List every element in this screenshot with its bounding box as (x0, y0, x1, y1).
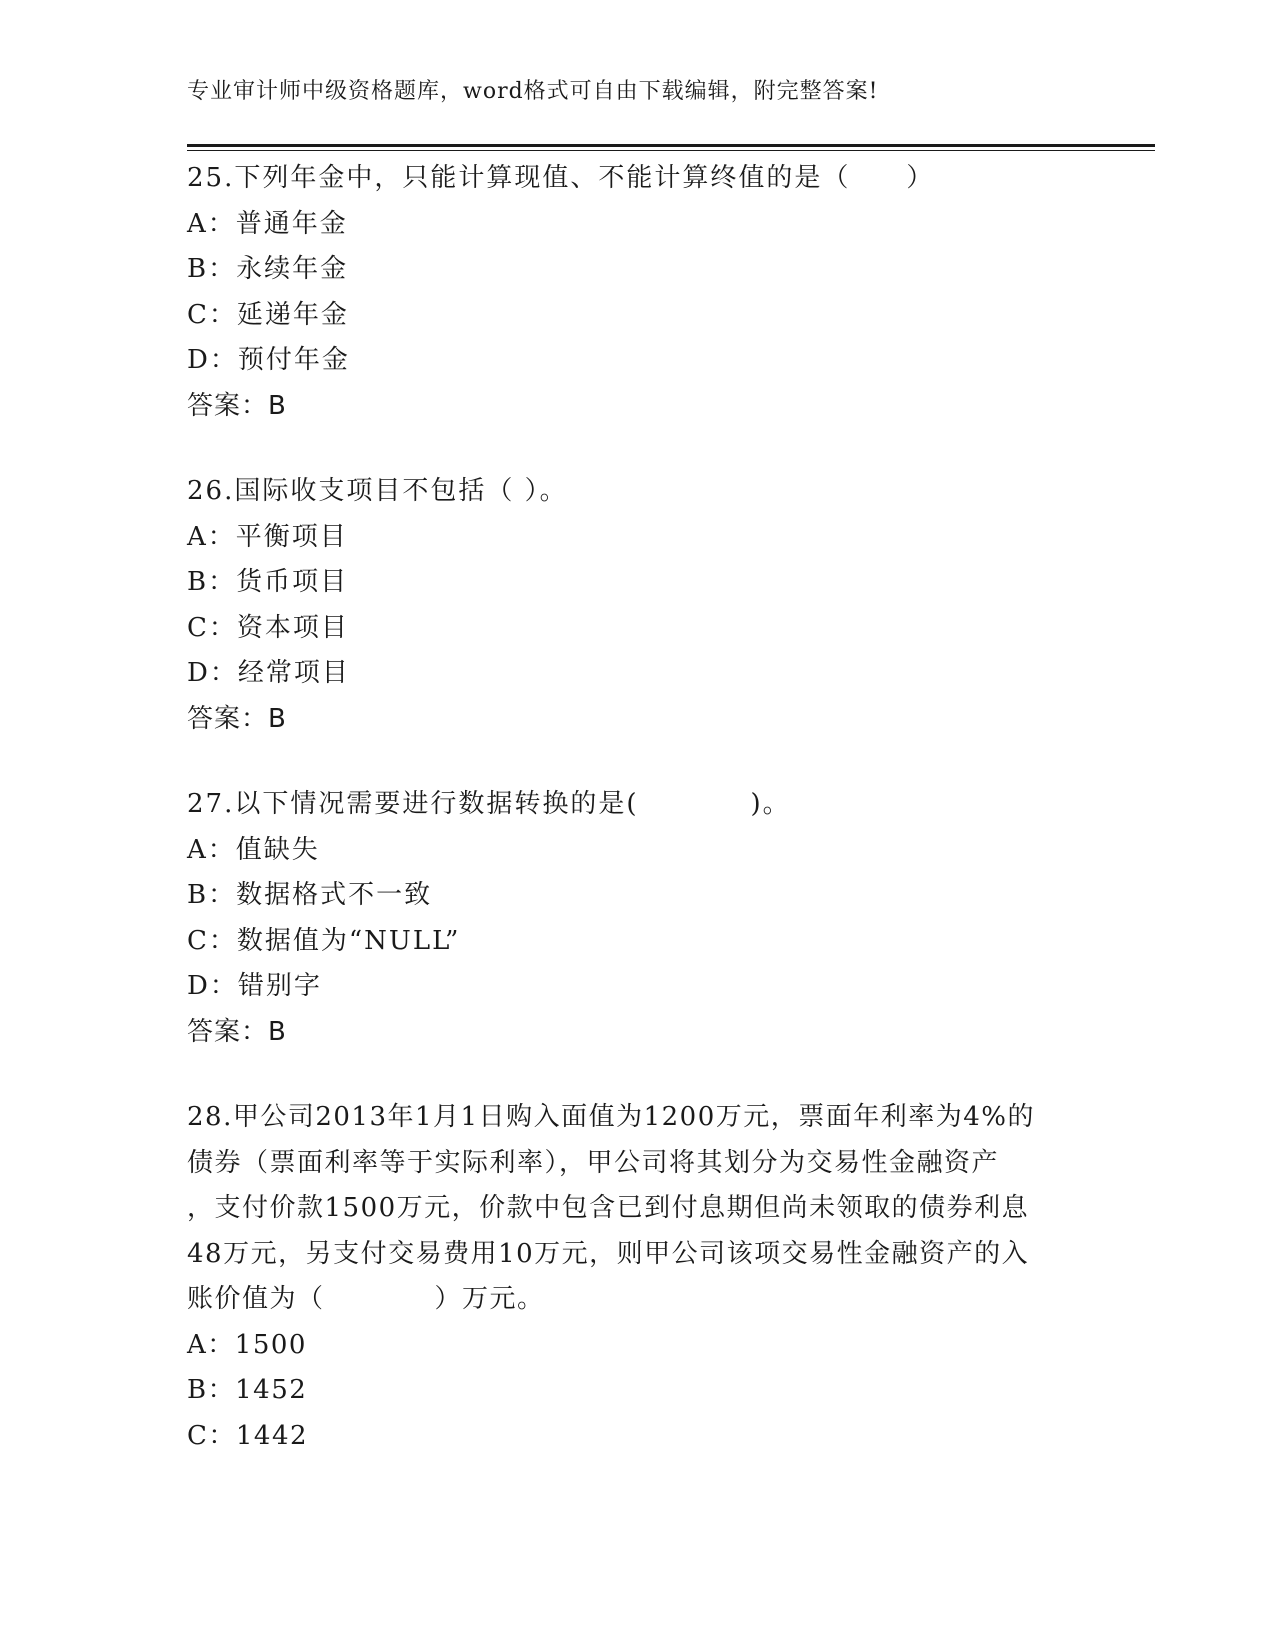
header-rule-thick (187, 144, 1155, 147)
option-d: D：经常项目 (187, 658, 350, 688)
option-a: A：普通年金 (187, 208, 348, 239)
option-a: A：值缺失 (187, 834, 320, 865)
question-stem: 27.以下情况需要进行数据转换的是( )。 (187, 789, 791, 819)
option-b: B：货币项目 (187, 567, 349, 597)
option-b: B：永续年金 (187, 254, 349, 284)
option-c: C：1442 (187, 1420, 309, 1451)
question-stem-line: 债券（票面利率等于实际利率），甲公司将其划分为交易性金融资产 (187, 1147, 1000, 1178)
question-stem: 26.国际收支项目不包括（ ）。 (187, 476, 568, 506)
option-a: A：1500 (187, 1329, 307, 1360)
question-25 (187, 156, 1087, 429)
option-b: B：1452 (187, 1375, 308, 1405)
header-rule-thin (187, 150, 1155, 151)
option-c: C：资本项目 (187, 612, 349, 643)
question-stem: 25.下列年金中，只能计算现值、不能计算终值的是（ ） (187, 163, 935, 193)
option-b: B：数据格式不一致 (187, 880, 433, 910)
answer: 答案：B (187, 1016, 287, 1047)
option-c: C：延递年金 (187, 299, 349, 330)
page-header: 专业审计师中级资格题库，word格式可自由下载编辑，附完整答案! (187, 79, 879, 104)
question-stem-line: 账价值为（ ）万元。 (187, 1284, 545, 1314)
question-stem-line: ，支付价款1500万元，价款中包含已到付息期但尚未领取的债券利息 (187, 1193, 1030, 1223)
answer: 答案：B (187, 703, 287, 734)
option-a: A：平衡项目 (187, 521, 348, 552)
question-28 (187, 1095, 1087, 1459)
option-d: D：预付年金 (187, 345, 350, 375)
question-stem-line: 28.甲公司2013年1月1日购入面值为1200万元，票面年利率为4%的 (187, 1102, 1036, 1132)
question-26 (187, 469, 1087, 742)
question-27 (187, 782, 1087, 1055)
option-c: C：数据值为“NULL” (187, 925, 461, 956)
answer: 答案：B (187, 390, 287, 421)
question-stem-line: 48万元，另支付交易费用10万元，则甲公司该项交易性金融资产的入 (187, 1238, 1030, 1269)
question-list (187, 156, 1087, 1499)
option-d: D：错别字 (187, 971, 322, 1001)
